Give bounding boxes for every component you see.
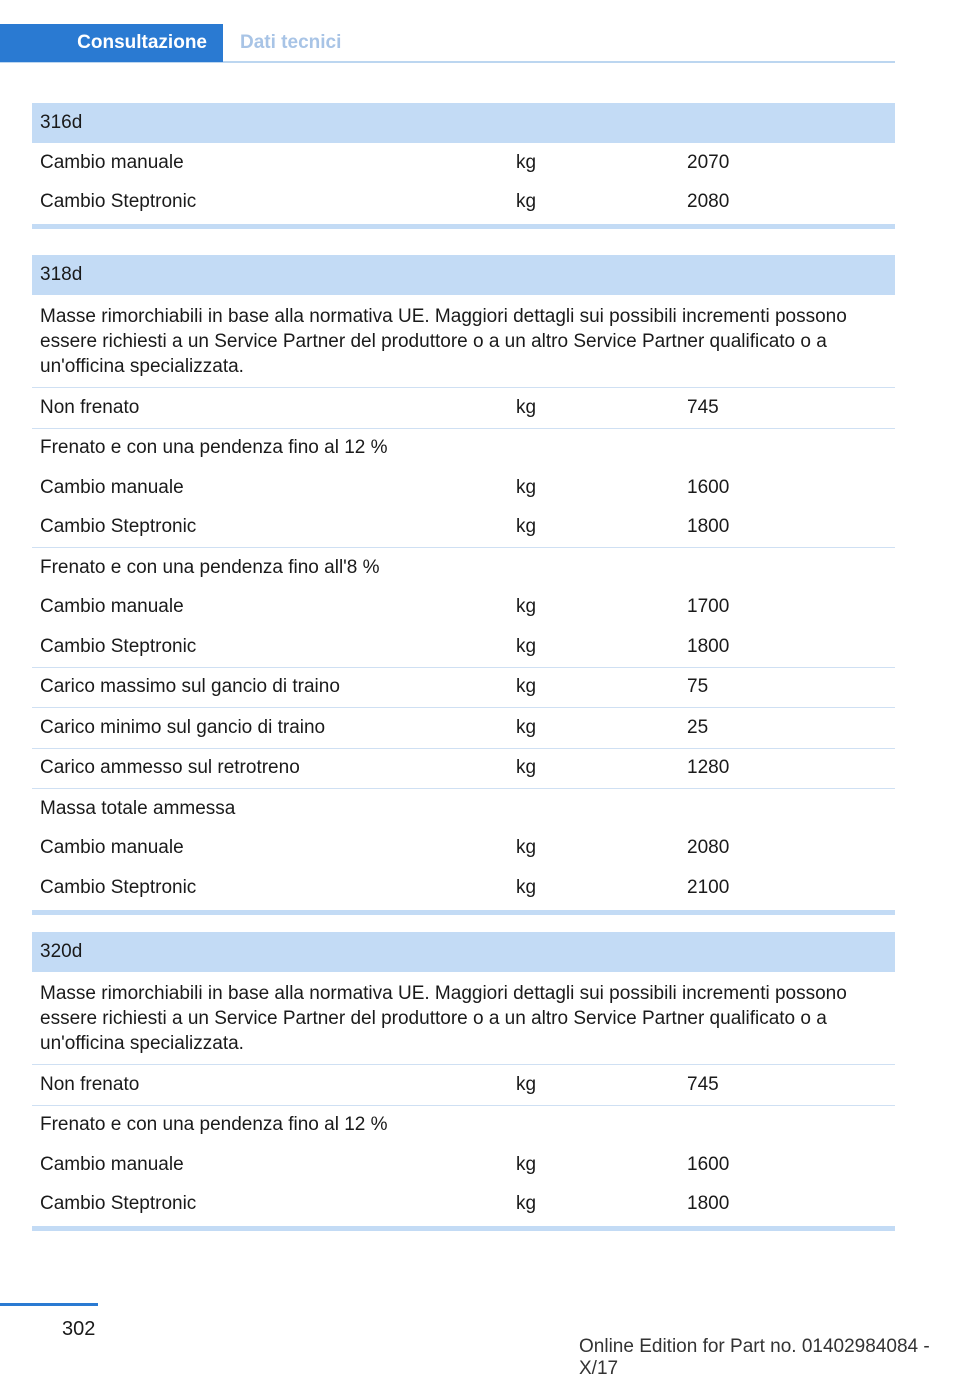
row-label: Carico massimo sul gancio di traino xyxy=(40,676,340,698)
table-row xyxy=(32,667,895,708)
row-value: 2080 xyxy=(687,191,730,213)
page-number-rule xyxy=(0,1303,98,1306)
row-value: 1800 xyxy=(687,1193,730,1215)
table-title: 316d xyxy=(32,103,895,143)
row-unit: kg xyxy=(516,757,537,779)
table-row xyxy=(32,788,895,829)
row-value: 1800 xyxy=(687,635,730,657)
table-row xyxy=(32,387,895,428)
row-unit: kg xyxy=(516,476,537,498)
row-unit: kg xyxy=(516,676,537,698)
table-row xyxy=(32,547,895,588)
header xyxy=(0,24,895,62)
table-bottom-rule xyxy=(32,910,895,915)
table-row xyxy=(32,707,895,748)
row-unit: kg xyxy=(516,876,537,898)
table-row xyxy=(32,748,895,789)
table-row xyxy=(32,143,895,183)
row-value: 1800 xyxy=(687,516,730,538)
row-label: Massa totale ammessa xyxy=(40,797,236,819)
table-bottom-rule xyxy=(32,1226,895,1231)
table-note: Masse rimorchiabili in base alla normativa UE. Maggiori dettagli sui possibili incrementi possono essere richiesti a un Service Partner del produttore o a un altro Service Partner qualificato o a un'officina specializzata. xyxy=(40,983,847,1054)
table-title: 320d xyxy=(32,932,895,972)
row-value: 1600 xyxy=(687,476,730,498)
row-value: 2100 xyxy=(687,876,730,898)
row-label: Cambio manuale xyxy=(40,837,184,859)
row-label: Cambio Steptronic xyxy=(40,635,197,657)
row-value: 75 xyxy=(687,676,709,698)
row-label: Carico minimo sul gancio di traino xyxy=(40,716,326,738)
row-unit: kg xyxy=(516,516,537,538)
row-unit: kg xyxy=(516,1073,537,1095)
table-row xyxy=(32,829,895,869)
table-row xyxy=(32,428,895,469)
table-row xyxy=(32,183,895,223)
row-value: 25 xyxy=(687,716,709,738)
row-label: Cambio Steptronic xyxy=(40,191,197,213)
tab-dati-tecnici[interactable]: Dati tecnici xyxy=(240,32,342,53)
row-value: 1280 xyxy=(687,757,730,779)
row-label: Non frenato xyxy=(40,396,140,418)
row-unit: kg xyxy=(516,1193,537,1215)
table-title: 318d xyxy=(32,255,895,295)
row-label: Cambio manuale xyxy=(40,476,184,498)
row-value: 1700 xyxy=(687,596,730,618)
row-value: 1600 xyxy=(687,1153,730,1175)
table-320d xyxy=(32,932,895,1231)
row-unit: kg xyxy=(516,837,537,859)
row-label: Cambio Steptronic xyxy=(40,516,197,538)
row-label: Cambio Steptronic xyxy=(40,876,197,898)
table-row xyxy=(32,1145,895,1185)
row-unit: kg xyxy=(516,635,537,657)
row-label: Frenato e con una pendenza fino all'8 % xyxy=(40,556,380,578)
row-unit: kg xyxy=(516,191,537,213)
row-value: 745 xyxy=(687,396,719,418)
row-label: Cambio manuale xyxy=(40,151,184,173)
table-row xyxy=(32,627,895,667)
tab-consultazione[interactable]: Consultazione xyxy=(0,24,223,62)
row-label: Frenato e con una pendenza fino al 12 % xyxy=(40,437,388,459)
table-row xyxy=(32,1185,895,1225)
table-row xyxy=(32,868,895,908)
row-label: Non frenato xyxy=(40,1073,140,1095)
table-row xyxy=(32,1064,895,1105)
table-row xyxy=(32,1105,895,1146)
row-label: Carico ammesso sul retrotreno xyxy=(40,757,300,779)
row-value: 2080 xyxy=(687,837,730,859)
page-number: 302 xyxy=(62,1318,96,1340)
row-unit: kg xyxy=(516,1153,537,1175)
row-unit: kg xyxy=(516,396,537,418)
row-value: 745 xyxy=(687,1073,719,1095)
table-row xyxy=(32,508,895,548)
row-value: 2070 xyxy=(687,151,730,173)
table-note: Masse rimorchiabili in base alla normativa UE. Maggiori dettagli sui possibili incrementi possono essere richiesti a un Service Partner del produttore o a un altro Service Partner qualificato o a un'officina specializzata. xyxy=(40,306,847,377)
row-label: Frenato e con una pendenza fino al 12 % xyxy=(40,1114,388,1136)
table-row xyxy=(32,588,895,628)
table-316d xyxy=(32,103,895,229)
table-row xyxy=(32,468,895,508)
edition-note: Online Edition for Part no. 01402984084 - X/17 xyxy=(579,1336,930,1379)
row-unit: kg xyxy=(516,151,537,173)
row-label: Cambio manuale xyxy=(40,1153,184,1175)
table-318d xyxy=(32,255,895,915)
row-unit: kg xyxy=(516,596,537,618)
row-label: Cambio Steptronic xyxy=(40,1193,197,1215)
row-label: Cambio manuale xyxy=(40,596,184,618)
row-unit: kg xyxy=(516,716,537,738)
table-bottom-rule xyxy=(32,224,895,229)
